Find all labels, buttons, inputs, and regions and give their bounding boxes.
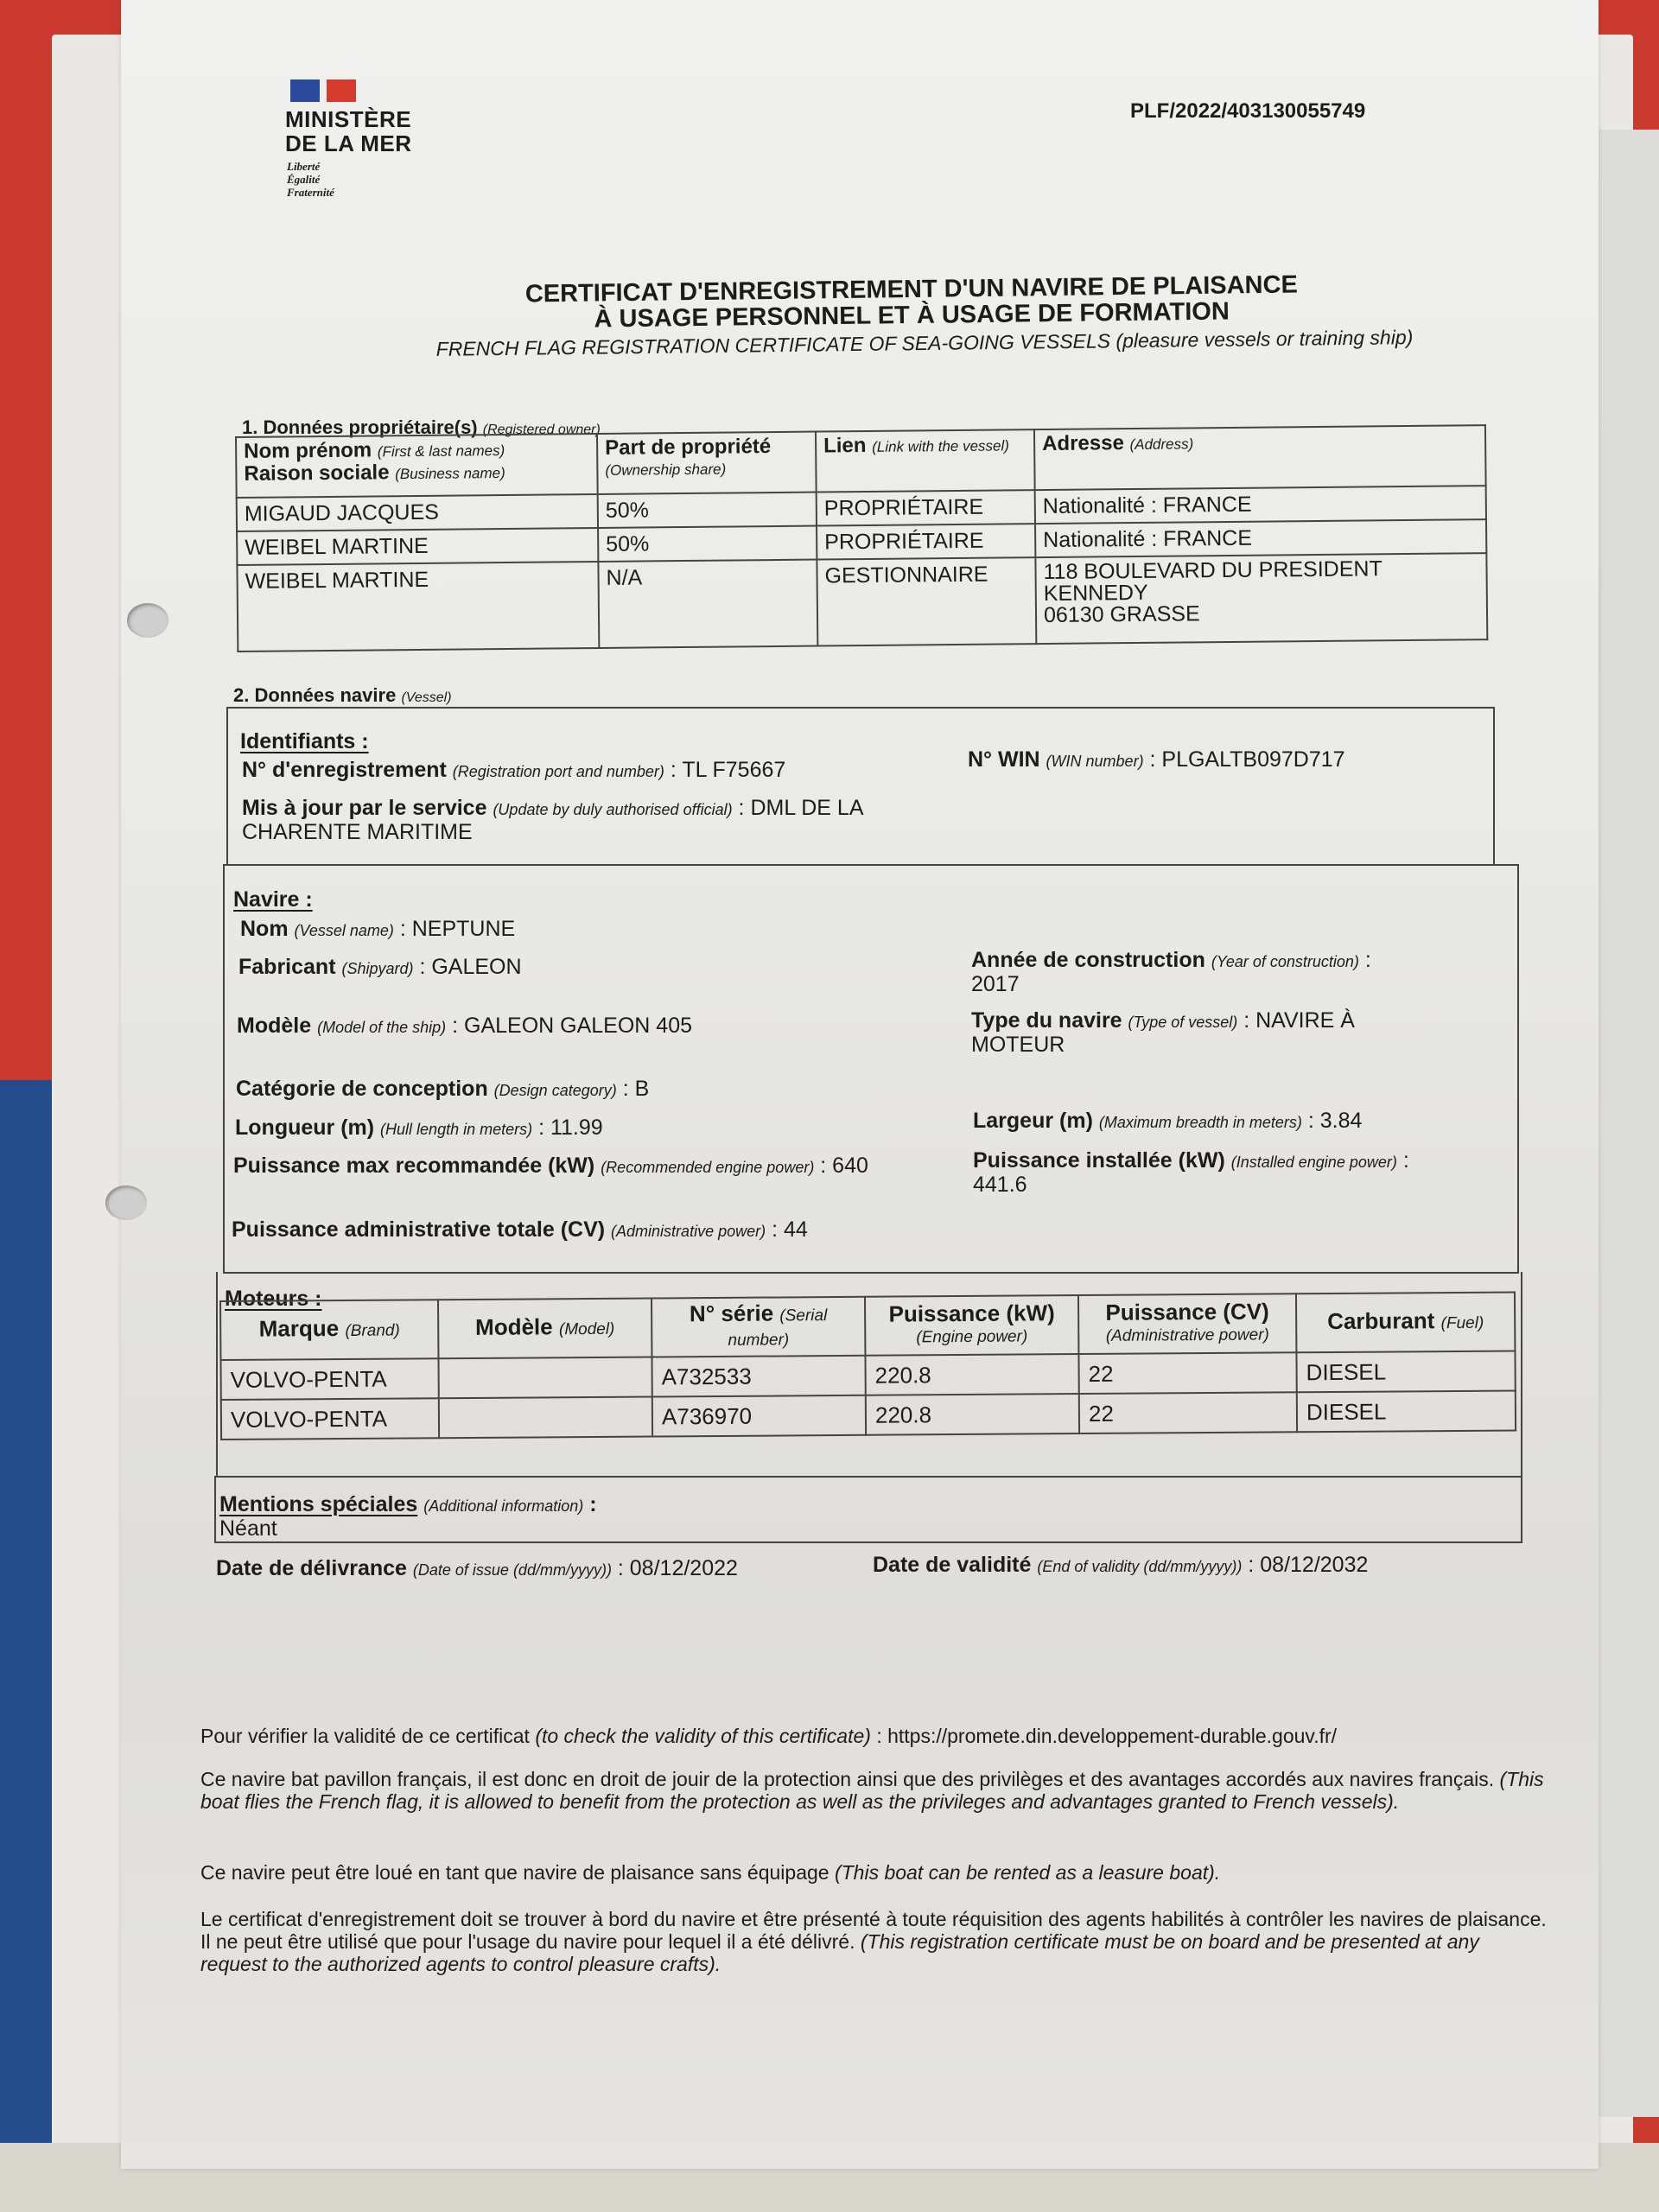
motto-liberte: Liberté <box>287 160 321 173</box>
engines-header-row <box>220 1293 1515 1360</box>
vessel-title-fr: 2. Données navire <box>233 684 397 706</box>
owner-name: WEIBEL MARTINE <box>237 528 598 565</box>
owner-address: Nationalité : FRANCE <box>1035 519 1486 557</box>
owner-link: PROPRIÉTAIRE <box>817 524 1035 559</box>
engines-table <box>219 1292 1516 1440</box>
engine-model <box>439 1397 652 1439</box>
motto-egalite: Égalité <box>287 173 321 186</box>
validity-date-value: : 08/12/2032 <box>1248 1553 1369 1577</box>
owner-link: GESTIONNAIRE <box>817 557 1036 645</box>
owner-row <box>237 553 1487 652</box>
punch-hole <box>105 1185 147 1220</box>
ministry-line2: DE LA MER <box>285 130 412 156</box>
flag-paragraph: Ce navire bat pavillon français, il est donc en droit de jouir de la protection ainsi que des privilèges et des avantages accordés aux navires français. (This boat flies the French flag, it is allowed to benefit from the protection as well as the privileges and advantages granted to French vessels). <box>200 1768 1544 1813</box>
background-blue-folder <box>0 1080 52 2212</box>
owner-name: WEIBEL MARTINE <box>237 562 599 652</box>
header-link: Lien (Link with the vessel) <box>816 429 1035 492</box>
motto-fraternite: Fraternité <box>287 186 334 199</box>
owner-address: 118 BOULEVARD DU PRESIDENT KENNEDY 06130 GRASSE <box>1035 553 1487 644</box>
win-field: N° WIN (WIN number) : PLGALTB097D717 <box>968 747 1345 772</box>
vessel-name-field: Nom (Vessel name) : NEPTUNE <box>240 917 516 941</box>
header-address: Adresse (Address) <box>1034 425 1486 490</box>
installed-power-field: Puissance installée (kW) (Installed engine power) : 441.6 <box>973 1148 1409 1197</box>
certificate-page <box>121 0 1599 2169</box>
registration-value: : TL F75667 <box>670 758 786 782</box>
validity-date-field: Date de validité (End of validity (dd/mm/yyyy)) : 08/12/2032 <box>873 1553 1369 1577</box>
engine-brand: VOLVO-PENTA <box>221 1398 439 1440</box>
ministry-name <box>285 107 412 156</box>
shipyard-field: Fabricant (Shipyard) : GALEON <box>238 955 522 979</box>
issue-date-field: Date de délivrance (Date of issue (dd/mm/yyyy)) : 08/12/2022 <box>216 1556 738 1580</box>
engine-kw: 220.8 <box>866 1394 1079 1435</box>
length-field: Longueur (m) (Hull length in meters) : 11.99 <box>235 1116 603 1140</box>
engine-header: N° série (Serial number) <box>652 1297 865 1357</box>
owner-name: MIGAUD JACQUES <box>237 494 598 531</box>
engine-serial: A732533 <box>652 1356 865 1397</box>
ministry-line1: MINISTÈRE <box>285 106 412 132</box>
max-power-field: Puissance max recommandée (kW) (Recommended engine power) : 640 <box>233 1154 868 1178</box>
engine-fuel: DIESEL <box>1296 1351 1515 1393</box>
engine-serial: A736970 <box>652 1395 866 1437</box>
engine-header: Puissance (kW) (Engine power) <box>865 1295 1078 1356</box>
mentions-field: Mentions spéciales (Additional information) : Néant <box>219 1492 597 1541</box>
updated-by-field: Mis à jour par le service (Update by duly authorised official) : DML DE LA CHARENTE MARITIME <box>242 796 864 844</box>
marianne-logo-icon <box>290 79 361 102</box>
vessel-section-title <box>233 684 452 707</box>
rent-paragraph: Ce navire peut être loué en tant que navire de plaisance sans équipage (This boat can be rented as a leasure boat). <box>200 1861 1221 1884</box>
owners-title-fr: 1. Données propriétaire(s) <box>242 416 478 438</box>
engine-header: Puissance (CV) (Administrative power) <box>1078 1294 1296 1354</box>
header-name: Nom prénom (First & last names) Raison sociale (Business name) <box>236 434 598 498</box>
win-value: : PLGALTB097D717 <box>1149 747 1345 772</box>
vessel-title-en: (Vessel) <box>401 690 452 705</box>
owner-link: PROPRIÉTAIRE <box>817 490 1035 525</box>
engine-header: Marque (Brand) <box>220 1300 438 1360</box>
design-category-field: Catégorie de conception (Design category) : B <box>236 1077 650 1101</box>
vessel-name-value: : NEPTUNE <box>399 917 516 941</box>
engine-header: Modèle (Model) <box>438 1299 652 1359</box>
engine-cv: 22 <box>1078 1352 1296 1394</box>
owner-address: Nationalité : FRANCE <box>1035 486 1486 524</box>
certificate-subtitle-en: FRENCH FLAG REGISTRATION CERTIFICATE OF SEA-GOING VESSELS (pleasure vessels or training ship) <box>435 326 1414 360</box>
engine-brand: VOLVO-PENTA <box>220 1358 438 1400</box>
verify-paragraph: Pour vérifier la validité de ce certificat (to check the validity of this certificate) : https://promete.din.developpement-durable.gouv.fr/ <box>200 1725 1338 1747</box>
engine-header: Carburant (Fuel) <box>1296 1293 1515 1353</box>
title-line1: CERTIFICAT D'ENREGISTREMENT D'UN NAVIRE DE PLAISANCE <box>524 270 1298 308</box>
owners-title-en: (Registered owner) <box>482 423 601 437</box>
engine-model <box>438 1357 652 1399</box>
admin-power-field: Puissance administrative totale (CV) (Administrative power) : 44 <box>232 1217 808 1242</box>
verify-url: : https://promete.din.developpement-durable.gouv.fr/ <box>876 1725 1338 1747</box>
title-line2: À USAGE PERSONNEL ET À USAGE DE FORMATION <box>594 297 1230 334</box>
identifiers-title: Identifiants : <box>240 729 369 753</box>
engine-kw: 220.8 <box>865 1354 1078 1395</box>
motto <box>287 160 334 199</box>
punch-hole <box>127 603 168 638</box>
registration-field: N° d'enregistrement (Registration port and number) : TL F75667 <box>242 758 786 782</box>
engine-cv: 22 <box>1079 1392 1297 1433</box>
engine-fuel: DIESEL <box>1297 1391 1516 1433</box>
header-share: Part de propriété (Ownership share) <box>597 432 817 494</box>
breadth-field: Largeur (m) (Maximum breadth in meters) : 3.84 <box>973 1109 1363 1133</box>
engine-row <box>221 1391 1516 1440</box>
navire-title: Navire : <box>233 887 313 912</box>
owner-share: N/A <box>598 560 817 648</box>
vessel-type-field: Type du navire (Type of vessel) : NAVIRE À MOTEUR <box>971 1008 1355 1057</box>
mentions-value: Néant <box>219 1516 277 1541</box>
owner-share: 50% <box>598 526 817 562</box>
owners-table <box>235 424 1488 652</box>
certificate-reference: PLF/2022/403130055749 <box>1130 99 1366 123</box>
issue-date-value: : 08/12/2022 <box>617 1556 738 1580</box>
year-field: Année de construction (Year of construction) : 2017 <box>971 948 1371 996</box>
owner-share: 50% <box>598 493 817 528</box>
onboard-paragraph: Le certificat d'enregistrement doit se trouver à bord du navire et être présenté à toute réquisition des agents habilités à contrôler les navires de plaisance. Il ne peut être utilisé que pour l'usage du navire pour lequel il a été délivré. (This registration certificate must be on board and be presented at any request to the authorized agents to control pleasure crafts). <box>200 1908 1547 1975</box>
model-field: Modèle (Model of the ship) : GALEON GALEON 405 <box>237 1014 693 1038</box>
engines-title: Moteurs : <box>225 1287 322 1311</box>
